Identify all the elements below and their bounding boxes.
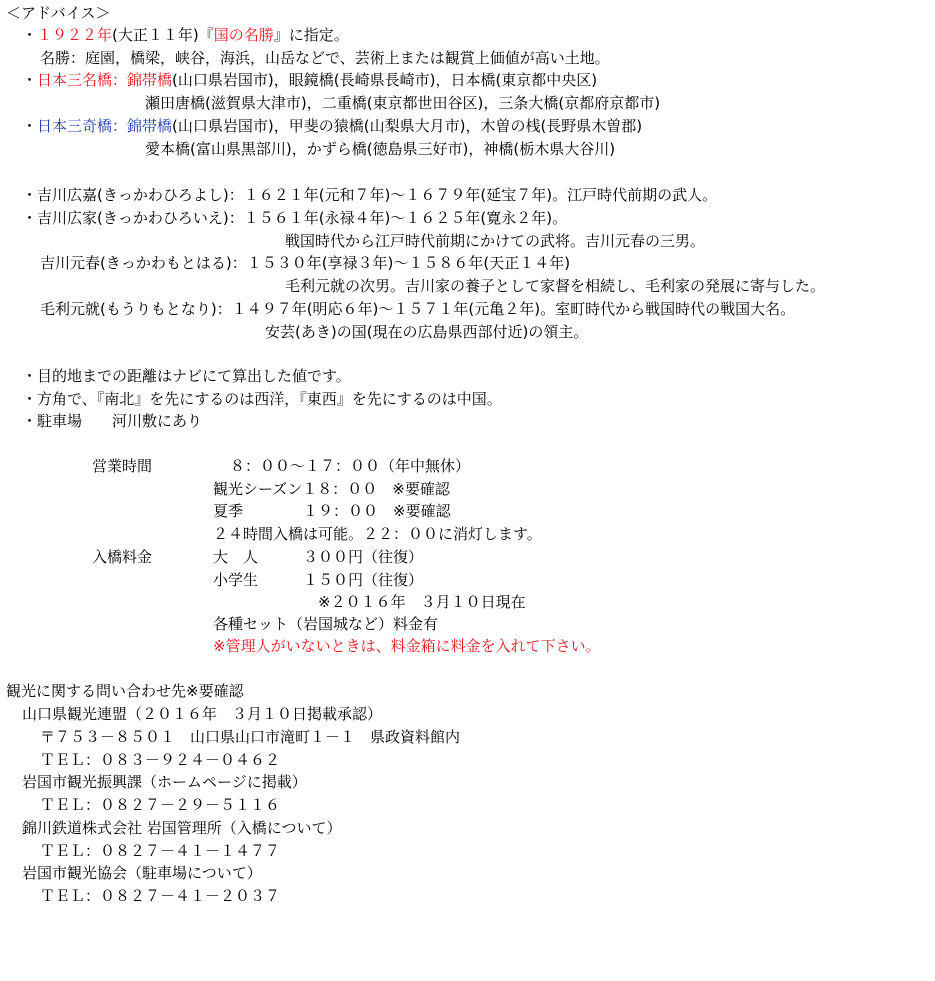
- contact-iwakuni-city-tel: ＴＥＬ：０８２７－２９－５１１６: [40, 796, 281, 814]
- contact-association-name: 岩国市観光協会（駐車場について）: [22, 864, 262, 882]
- fee-child: 小学生 １５０円（往復）: [213, 571, 424, 589]
- contact-nishikigawa-tel: ＴＥＬ：０８２７－４１－１４７７: [40, 842, 281, 860]
- three-famous-label: 日本三名橋：: [37, 71, 128, 89]
- three-famous-line2: 瀬田唐橋(滋賀県大津市)，二重橋(東京都世田谷区)，三条大橋(京都府京都市): [145, 94, 661, 112]
- fee-set: 各種セット（岩国城など）料金有: [213, 615, 439, 633]
- fees-label: 入橋料金: [92, 548, 153, 566]
- contact-yamaguchi-name: 山口県観光連盟（２０１６年 ３月１０日掲載承認）: [22, 705, 383, 723]
- note-parking: ・駐車場 河川敷にあり: [22, 412, 203, 430]
- person-motonari-desc: 安芸(あき)の国(現在の広島県西部付近)の領主。: [265, 323, 589, 341]
- person-hiroyoshi: ・吉川広嘉(きっかわひろよし)：１６２１年(元和７年)～１６７９年(延宝７年)。江戸時代前期の武人。: [22, 186, 718, 204]
- three-strange-bridges: ・日本三奇橋：錦帯橋(山口県岩国市)，甲斐の猿橋(山梨県大月市)，木曽の桟(長野県木曽郡): [22, 117, 643, 135]
- person-hiroie-desc: 戦国時代から江戸時代前期にかけての武将。吉川元春の三男。: [285, 232, 706, 250]
- note-direction: ・方角で、『南北』を先にするのは西洋，『東西』を先にするのは中国。: [22, 390, 502, 408]
- hours-label: 営業時間: [92, 457, 153, 475]
- three-strange-kintaikyo: 錦帯橋: [127, 117, 173, 135]
- contacts-header: 観光に関する問い合わせ先※要確認: [6, 682, 244, 700]
- fee-adult: 大 人 ３００円（往復）: [213, 548, 424, 566]
- meisho-title: 国の名勝: [213, 26, 274, 44]
- fee-asof: ※２０１６年 ３月１０日現在: [318, 593, 526, 611]
- hours-summer: 夏季 １９：００ ※要確認: [213, 502, 451, 520]
- contact-iwakuni-city-name: 岩国市観光振興課（ホームページに掲載）: [22, 773, 307, 791]
- three-famous-bridges: ・日本三名橋：錦帯橋(山口県岩国市)，眼鏡橋(長崎県長崎市)，日本橋(東京都中央区): [22, 71, 598, 89]
- three-famous-kintaikyo: 錦帯橋: [127, 71, 173, 89]
- hours-main: ８：００～１７：００（年中無休）: [230, 457, 471, 475]
- meisho-line: ・１９２２年(大正１１年)『国の名勝』に指定。: [22, 26, 349, 44]
- meisho-definition: 名勝：庭園，橋梁，峡谷，海浜，山岳などで、芸術上または観賞上価値が高い土地。: [40, 49, 610, 67]
- fee-notice: ※管理人がいないときは、料金箱に料金を入れて下さい。: [213, 637, 601, 655]
- three-strange-line2: 愛本橋(富山県黒部川)，かずら橋(徳島県三好市)，神橋(栃木県大谷川): [145, 140, 616, 158]
- note-distance: ・目的地までの距離はナビにて算出した値です。: [22, 367, 351, 385]
- person-motoharu: 吉川元春(きっかわもとはる)：１５３０年(享禄３年)～１５８６年(天正１４年): [40, 254, 571, 272]
- person-hiroie: ・吉川広家(きっかわひろいえ)：１５６１年(永禄４年)～１６２５年(寛永２年)。: [22, 209, 568, 227]
- hours-night: ２４時間入橋は可能。２２：００に消灯します。: [213, 525, 542, 543]
- person-motonari: 毛利元就(もうりもとなり)：１４９７年(明応６年)～１５７１年(元亀２年)。室町時代から戦国時代の戦国大名。: [40, 300, 796, 318]
- contact-yamaguchi-tel: ＴＥＬ：０８３－９２４－０４６２: [40, 751, 281, 769]
- hours-season: 観光シーズン１８：００ ※要確認: [213, 480, 450, 498]
- contact-yamaguchi-address: 〒７５３－８５０１ 山口県山口市滝町１－１ 県政資料館内: [40, 728, 461, 746]
- meisho-year: １９２２年: [37, 26, 113, 44]
- advice-header: ＜アドバイス＞: [6, 4, 111, 22]
- contact-association-tel: ＴＥＬ：０８２７－４１－２０３７: [40, 887, 281, 905]
- contact-nishikigawa-name: 錦川鉄道株式会社 岩国管理所（入橋について）: [22, 819, 342, 837]
- person-motoharu-desc: 毛利元就の次男。吉川家の養子として家督を相続し、毛利家の発展に寄与した。: [285, 277, 826, 295]
- three-strange-label: 日本三奇橋：: [37, 117, 128, 135]
